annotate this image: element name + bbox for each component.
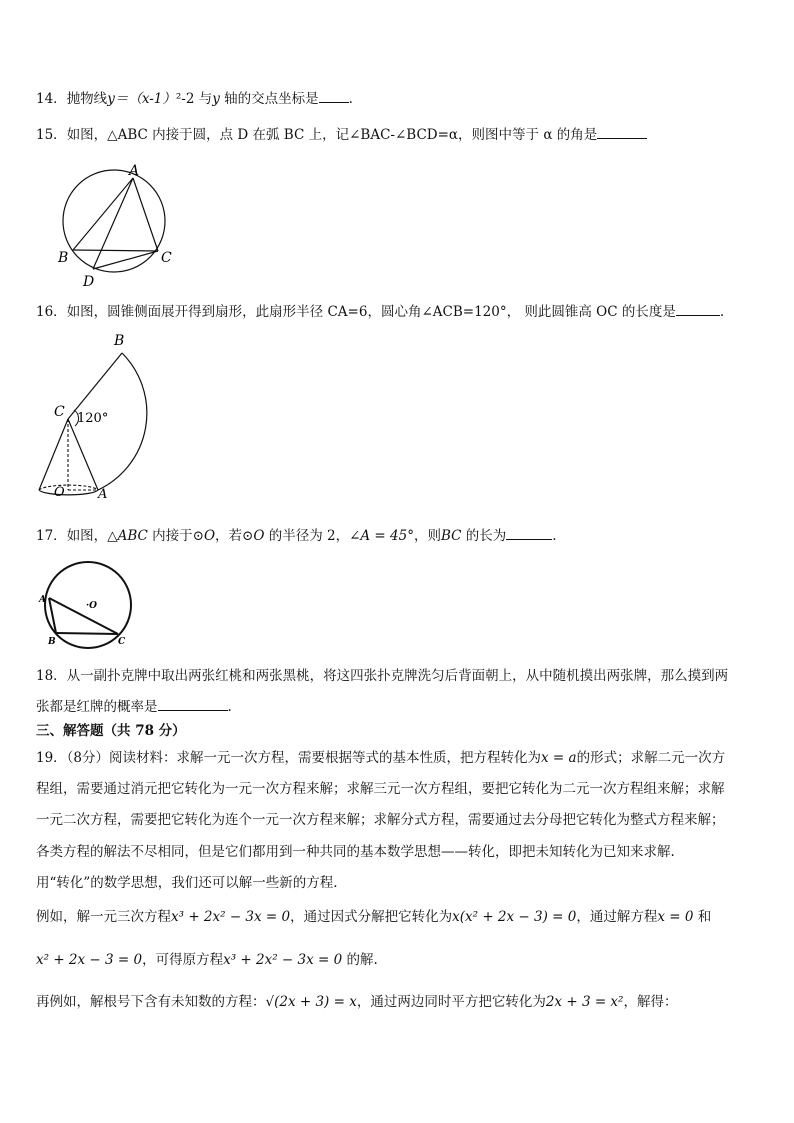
- question-text: .: [348, 91, 353, 107]
- math-expression: x = 0: [657, 909, 694, 925]
- figure-16-cone-sector: [30, 330, 170, 505]
- question-text: 的形式；求解二元一次方: [576, 750, 726, 766]
- question-text: 轴的交点坐标是: [219, 91, 319, 107]
- question-text: 内接于⊙: [147, 528, 204, 544]
- question-text: ²-2 与: [175, 91, 213, 107]
- label-A: A: [39, 595, 46, 605]
- label-O: O: [54, 485, 65, 500]
- section-header: 三、解答题（共 78 分）: [36, 723, 186, 739]
- question-text: 张都是红牌的概率是: [36, 699, 158, 715]
- label-C: C: [118, 637, 126, 647]
- segment-AB: [73, 178, 133, 250]
- question-text: ，通过解方程: [576, 909, 658, 925]
- question-18-line-2: [36, 696, 232, 717]
- question-number: 17．: [36, 528, 67, 544]
- question-text: 19．（8分）阅读材料：求解一元一次方程，需要根据等式的基本性质，把方程转化为: [36, 750, 542, 766]
- question-text: 和: [693, 909, 712, 925]
- question-15: [36, 124, 647, 145]
- question-19-line-5: 用“转化”的数学思想，我们还可以解一些新的方程.: [36, 875, 338, 891]
- question-19-line-6: [36, 907, 711, 927]
- label-angle: 120°: [77, 411, 109, 426]
- question-text: 抛物线: [66, 91, 108, 107]
- math-variable: BC: [440, 528, 462, 544]
- segment-AD: [93, 178, 133, 269]
- label-C: C: [54, 404, 65, 420]
- question-text: 的解.: [342, 952, 378, 968]
- figure-15-inscribed-triangle: [55, 162, 180, 290]
- question-text: ，可得原方程: [142, 952, 224, 968]
- question-14: [36, 88, 353, 109]
- answer-blank[interactable]: [676, 301, 720, 316]
- answer-blank[interactable]: [506, 525, 552, 540]
- cone-left-edge: [39, 419, 68, 490]
- label-A: A: [129, 163, 140, 179]
- question-16: [36, 301, 724, 322]
- answer-blank[interactable]: [319, 88, 349, 103]
- math-variable: O: [253, 528, 265, 544]
- question-text: ，通过因式分解把它转化为: [290, 909, 453, 925]
- answer-blank[interactable]: [158, 696, 228, 711]
- math-expression: 2x + 3 = x²: [545, 994, 624, 1010]
- label-O: ·O: [86, 601, 97, 611]
- radius-CA: [68, 419, 98, 490]
- question-text: 如图，: [66, 528, 108, 544]
- math-expression: △ABC: [107, 528, 148, 544]
- question-text: 如图，圆锥侧面展开得到扇形，此扇形半径 CA=6，圆心角∠ACB=120°， 则此圆锥高 OC 的长度是: [66, 304, 676, 320]
- question-number: 14．: [36, 91, 67, 107]
- question-text: 的半径为 2，: [264, 528, 350, 544]
- math-expression: x(x² + 2x − 3) = 0: [452, 909, 577, 925]
- label-C: C: [161, 250, 172, 266]
- question-19-line-2: 程组，需要通过消元把它转化为一元一次方程来解；求解三元一次方程组，要把它转化为二元一次方程组来解；求解: [36, 781, 725, 797]
- answer-blank[interactable]: [597, 124, 647, 139]
- question-text: 从一副扑克牌中取出两张红桃和两张黑桃，将这四张扑克牌洗匀后背面朝上，从中随机摸出两张牌，那么摸到两: [66, 668, 729, 684]
- math-expression: x = a: [541, 750, 577, 766]
- question-17: [36, 525, 557, 546]
- question-text: ，解得：: [623, 994, 678, 1010]
- question-19-line-8: [36, 992, 677, 1012]
- segment-DC: [93, 251, 158, 269]
- question-text: ，若⊙: [215, 528, 254, 544]
- question-number: 16．: [36, 304, 67, 320]
- question-text: .: [227, 699, 232, 715]
- segment-AC: [49, 598, 118, 634]
- question-text: 如图，△ABC 内接于圆，点 D 在弧 BC 上，记∠BAC-∠BCD=α，则图中等于 α 的角是: [66, 127, 598, 143]
- question-19-line-1: [36, 748, 725, 768]
- label-D: D: [83, 274, 95, 290]
- question-19-line-3: 一元二次方程，需要把它转化为连个一元一次方程来解；求解分式方程，需要通过去分母把它转化为整式方程来解；: [36, 812, 725, 828]
- math-expression: x³ + 2x² − 3x = 0: [223, 952, 343, 968]
- label-B: B: [48, 637, 56, 647]
- label-B: B: [58, 250, 69, 266]
- math-expression: y＝（x-1）: [107, 91, 176, 107]
- question-19-line-7: [36, 950, 378, 970]
- question-text: .: [719, 304, 725, 320]
- math-expression: ∠A = 45°: [349, 528, 414, 544]
- math-expression: x² + 2x − 3 = 0: [36, 952, 143, 968]
- question-number: 18．: [36, 668, 67, 684]
- math-variable: O: [203, 528, 216, 544]
- math-variable: y: [212, 91, 220, 107]
- question-text: 例如，解一元三次方程: [36, 909, 171, 925]
- radius-CB: [68, 353, 122, 419]
- segment-BC: [73, 250, 158, 251]
- label-A: A: [98, 487, 108, 502]
- question-18-line-1: [36, 666, 728, 686]
- segment-BC: [56, 633, 118, 634]
- cone-base-front: [39, 490, 98, 495]
- question-text: 再例如，解根号下含有未知数的方程：: [36, 994, 266, 1010]
- label-B: B: [114, 333, 125, 349]
- question-text: 的长为: [461, 528, 507, 544]
- question-text: ，通过两边同时平方把它转化为: [356, 994, 546, 1010]
- figure-17-inscribed-triangle: [36, 560, 142, 654]
- question-text: .: [552, 528, 557, 544]
- question-number: 15．: [36, 127, 67, 143]
- question-text: ，则: [413, 528, 441, 544]
- math-expression: x³ + 2x² − 3x = 0: [171, 909, 291, 925]
- question-19-line-4: 各类方程的解法不尽相同，但是它们都用到一种共同的基本数学思想——转化，即把未知转化为已知来求解.: [36, 844, 675, 860]
- math-expression: √(2x + 3) = x: [265, 994, 357, 1010]
